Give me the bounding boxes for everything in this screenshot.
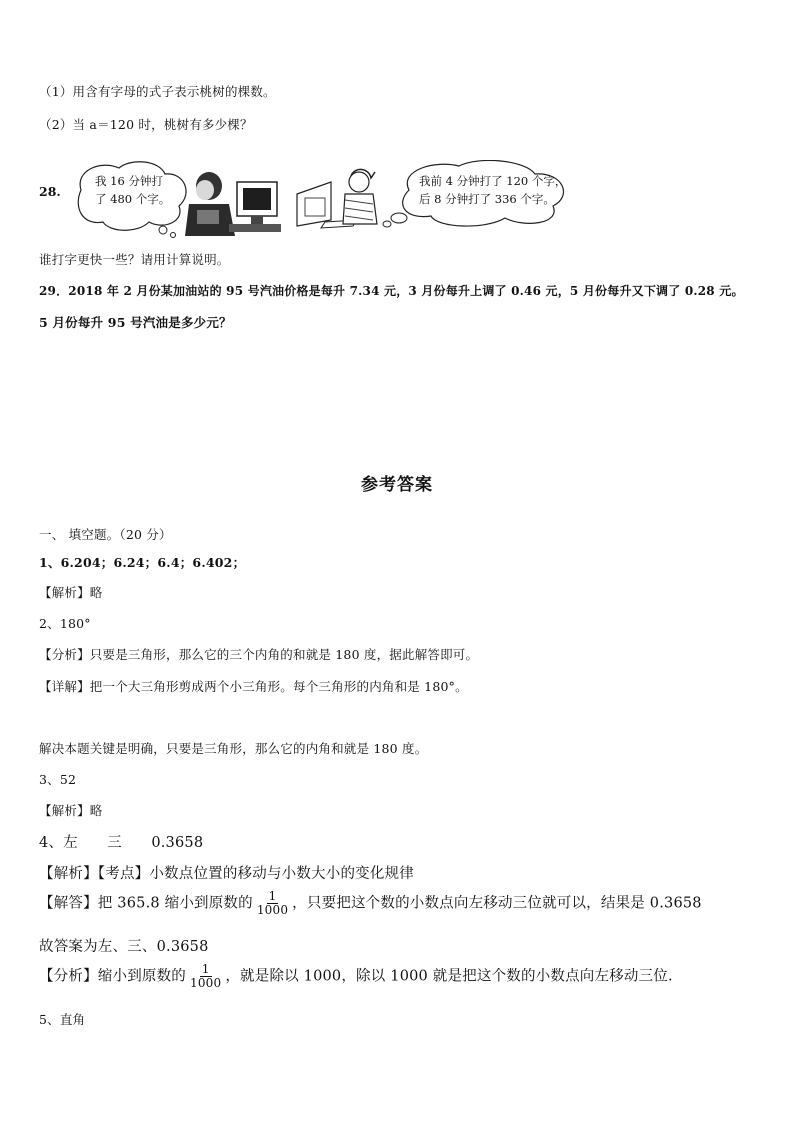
q28-number: 28. <box>39 184 61 199</box>
answer-1: 1、6.204；6.24；6.4；6.402； <box>39 555 246 570</box>
q27-part2: （2）当 a＝120 时，桃树有多少棵？ <box>39 117 253 132</box>
fraction-one-thousandth-2 <box>188 963 223 990</box>
answer-4-jieda <box>39 890 702 917</box>
bubble-left-line2: 了 480 个字。 <box>95 192 171 206</box>
answer-3-jiexi: 【解析】略 <box>39 803 103 818</box>
q28-illustration <box>39 160 599 238</box>
q29-line1: 29．2018 年 2 月份某加油站的 95 号汽油价格是每升 7.34 元，3 月份每升上调了 0.46 元，5 月份每升又下调了 0.28 元。 <box>39 284 744 298</box>
q28-question: 谁打字更快一些？请用计算说明。 <box>39 252 230 267</box>
answer-2: 2、180° <box>39 616 91 631</box>
answer-2-summary: 解决本题关键是明确，只要是三角形，那么它的内角和就是 180 度。 <box>39 741 428 756</box>
answer-4-jieda-post: ，只要把这个数的小数点向左移动三位就可以，结果是 0.3658 <box>292 895 702 912</box>
answer-4-fenxi-post: ，就是除以 1000，除以 1000 就是把这个数的小数点向左移动三位. <box>225 968 673 985</box>
answer-4-fenxi-pre: 【分析】缩小到原数的 <box>39 968 186 985</box>
bubble-right-line1: 我前 4 分钟打了 120 个字， <box>419 174 567 188</box>
q27-part1: （1）用含有字母的式子表示桃树的棵数。 <box>39 84 276 99</box>
fraction-denominator: 1000 <box>256 903 289 918</box>
section1-heading: 一、 填空题。（20 分） <box>39 527 172 542</box>
fraction-one-thousandth <box>255 890 290 917</box>
answers-title: 参考答案 <box>361 475 433 495</box>
answer-4-fenxi <box>39 963 673 990</box>
fraction-denominator-2: 1000 <box>190 976 222 991</box>
answer-2-fenxi: 【分析】只要是三角形，那么它的三个内角的和就是 180 度，据此解答即可。 <box>39 647 479 662</box>
fraction-numerator: 1 <box>268 889 277 903</box>
answer-4-result: 故答案为左、三、0.3658 <box>39 939 209 955</box>
answer-2-xiangjie: 【详解】把一个大三角形剪成两个小三角形。每个三角形的内角和是 180°。 <box>39 679 468 694</box>
bubble-right-line2: 后 8 分钟打了 336 个字。 <box>419 192 555 206</box>
answer-5: 5、直角 <box>39 1012 86 1027</box>
answer-4-kaodian: 【解析】【考点】小数点位置的移动与小数大小的变化规律 <box>39 866 414 882</box>
fraction-numerator-2: 1 <box>201 962 210 976</box>
answer-3: 3、52 <box>39 772 77 787</box>
q29-line2: 5 月份每升 95 号汽油是多少元？ <box>39 315 232 330</box>
answer-4: 4、左 三 0.3658 <box>39 835 204 851</box>
answer-4-jieda-pre: 【解答】把 365.8 缩小到原数的 <box>39 895 253 912</box>
bubble-left-line1: 我 16 分钟打 <box>95 174 163 188</box>
answer-1-jiexi: 【解析】略 <box>39 585 103 600</box>
